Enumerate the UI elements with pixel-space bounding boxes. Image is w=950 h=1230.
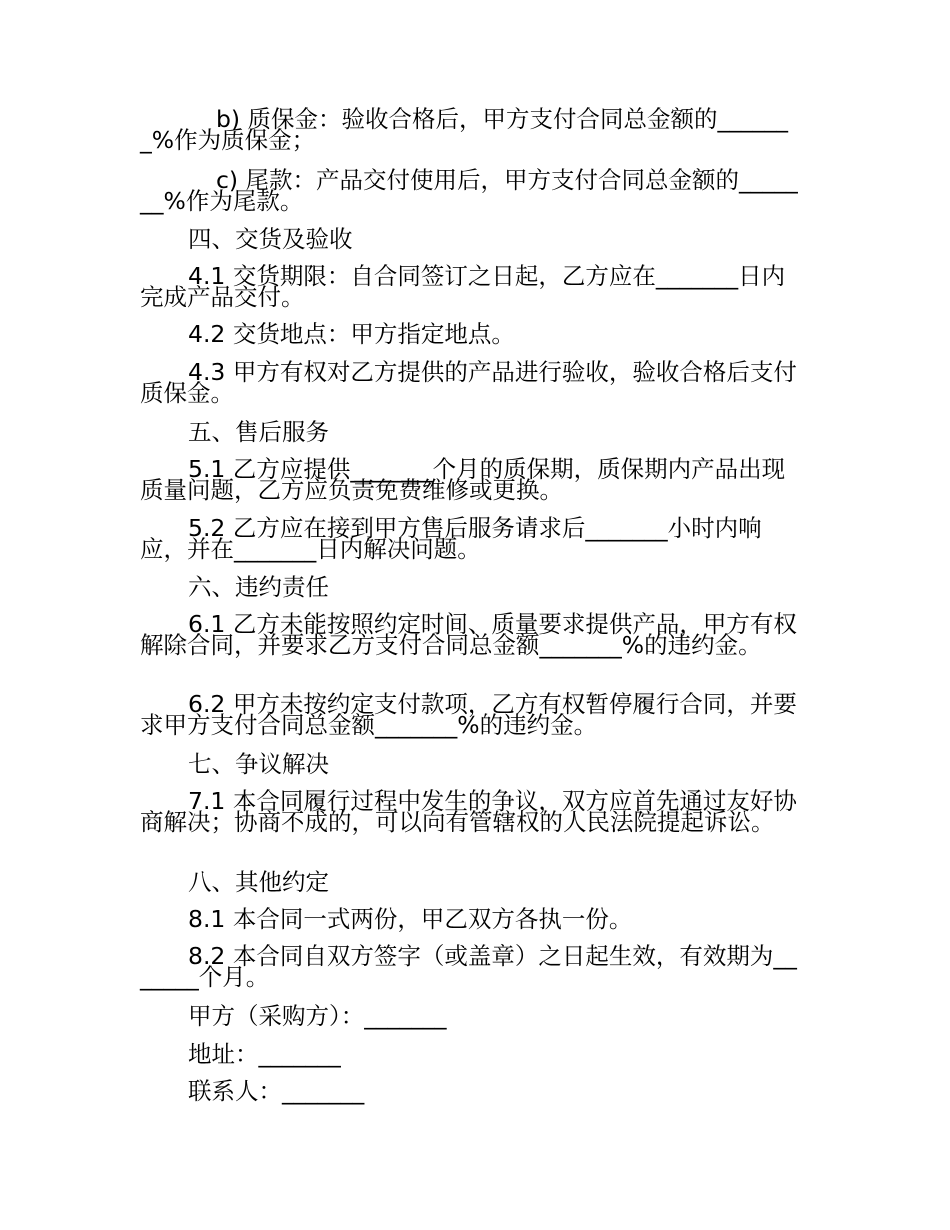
- section-heading-other: 八、其他约定: [188, 868, 329, 896]
- section-heading-dispute: 七、争议解决: [188, 750, 329, 778]
- clause-4-2: 4.2 交货地点：甲方指定地点。: [188, 320, 515, 348]
- clause-7-1: 7.1 本合同履行过程中发生的争议，双方应首先通过友好协商解决；协商不成的，可以向有管辖权的人民法院提起诉讼。: [140, 787, 797, 836]
- clause-5-1: 5.1 乙方应提供_______个月的质保期，质保期内产品出现质量问题，乙方应负责免费维修或更换。: [140, 455, 786, 504]
- section-heading-liability: 六、违约责任: [188, 573, 329, 601]
- section-heading-delivery: 四、交货及验收: [188, 225, 353, 253]
- clause-8-1: 8.1 本合同一式两份，甲乙双方各执一份。: [188, 905, 633, 933]
- clause-5-2: 5.2 乙方应在接到甲方售后服务请求后_______小时内响应，并在_______日内解决问题。: [140, 514, 762, 563]
- clause-6-1: 6.1 乙方未能按照约定时间、质量要求提供产品，甲方有权解除合同，并要求乙方支付合同总金额_______%的违约金。: [140, 610, 797, 659]
- clause-6-2: 6.2 甲方未按约定支付款项，乙方有权暂停履行合同，并要求甲方支付合同总金额_______%的违约金。: [140, 690, 797, 739]
- clause-c-final-payment: c) 尾款：产品交付使用后，甲方支付合同总金额的_______%作为尾款。: [140, 166, 798, 215]
- signature-contact: 联系人：_______: [188, 1077, 365, 1105]
- clause-b-warranty-deposit: b) 质保金：验收合格后，甲方支付合同总金额的_______%作为质保金；: [140, 105, 789, 154]
- section-heading-after-sales: 五、售后服务: [188, 418, 329, 446]
- clause-4-3: 4.3 甲方有权对乙方提供的产品进行验收，验收合格后支付质保金。: [140, 358, 797, 407]
- clause-8-2: 8.2 本合同自双方签字（或盖章）之日起生效，有效期为_______个月。: [140, 942, 797, 991]
- clause-4-1: 4.1 交货期限：自合同签订之日起，乙方应在_______日内完成产品交付。: [140, 262, 786, 311]
- signature-address: 地址：_______: [188, 1040, 341, 1068]
- signature-party-a: 甲方（采购方）：_______: [188, 1002, 447, 1030]
